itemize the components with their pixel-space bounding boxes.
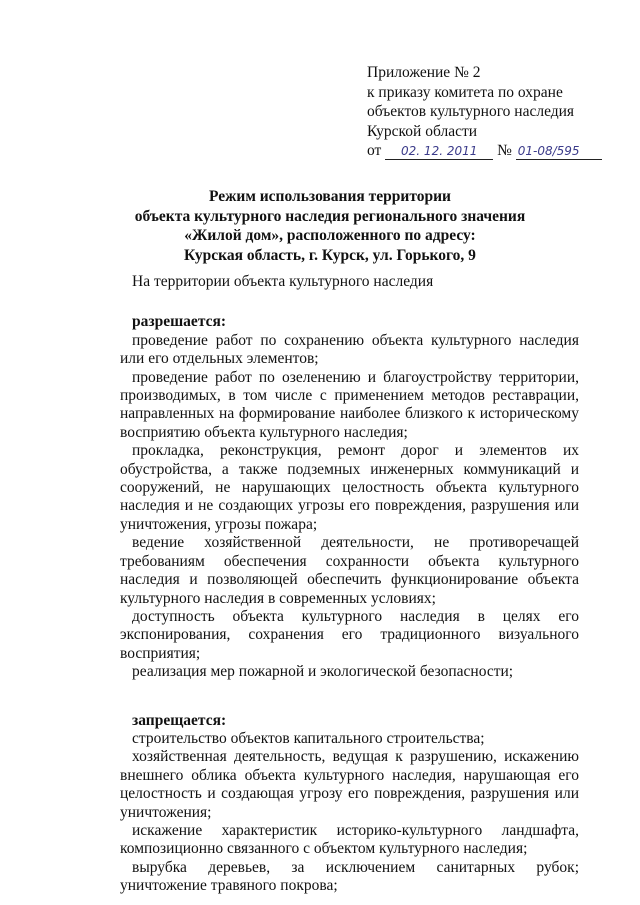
allowed-item: доступность объекта культурного наследия в целях его экспонирования, сохранения его традиционного визуального восприятия; [120, 607, 579, 662]
appendix-block [367, 63, 607, 161]
title-line-2: объекта культурного наследия регионального значения [134, 207, 526, 225]
allowed-heading: разрешается: [132, 313, 227, 331]
forbidden-item: строительство объектов капитального строительства; [132, 729, 485, 747]
appendix-title: Приложение № 2 [367, 64, 481, 81]
title-line-1: Режим использования территории [209, 188, 451, 205]
allowed-item: проведение работ по сохранению объекта культурного наследия или его отдельных элементов; [120, 331, 579, 368]
appendix-region-line: Курской области [367, 122, 478, 140]
allowed-item: прокладка, реконструкция, ремонт дорог и элементов их обустройства, а также подземных инженерных коммуникаций и сооружений, не нарушающих целостность объекта культурного наследия и не создающих угрозы его повреждения, разрушения или уничтожения, угрозы пожара; [120, 442, 579, 533]
section-spacer [120, 682, 579, 712]
document-title [100, 187, 560, 265]
forbidden-item: вырубка деревьев, за исключением санитарных рубок; уничтожение травяного покрова; [120, 858, 579, 895]
handwritten-number: 01-08/595 [516, 144, 602, 160]
number-label: № [497, 142, 512, 159]
handwritten-date: 02. 12. 2011 [385, 144, 493, 160]
allowed-item: реализация мер пожарной и экологической безопасности; [132, 663, 514, 681]
document-body [120, 273, 579, 896]
forbidden-heading: запрещается: [132, 711, 227, 729]
appendix-committee-line: объектов культурного наследия [367, 103, 575, 120]
forbidden-item: хозяйственная деятельность, ведущая к разрушению, искажению внешнего облика объекта культурного наследия, нарушающая его целостность и создающая угрозу его повреждения, разрушения или уничтожения; [120, 748, 579, 821]
allowed-item: проведение работ по озеленению и благоустройству территории, производимых, в том числе с применением методов реставрации, направленных на формирование наиболее близкого к историческому восприятию объекта культурного наследия; [120, 368, 579, 441]
from-label: от [367, 142, 382, 159]
title-line-4: Курская область, г. Курск, ул. Горького, 9 [184, 246, 476, 264]
title-line-3: «Жилой дом», расположенного по адресу: [184, 227, 476, 244]
appendix-date-number-line [367, 141, 607, 161]
intro-paragraph: На территории объекта культурного наследия [132, 273, 434, 290]
forbidden-item: искажение характеристик историко-культурного ландшафта, композиционно связанного с объектом культурного наследия; [120, 821, 579, 858]
allowed-item: ведение хозяйственной деятельности, не противоречащей требованиям обеспечения сохранности объекта культурного наследия и позволяющей обеспечить функционирование объекта культурного наследия в современных условиях; [120, 534, 579, 607]
appendix-order-line: к приказу комитета по охране [367, 83, 563, 101]
